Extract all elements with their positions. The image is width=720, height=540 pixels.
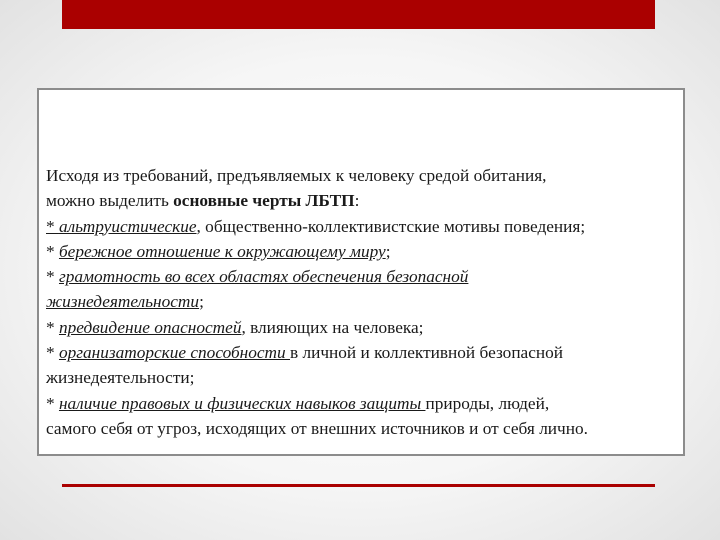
text-line-6	[46, 289, 682, 314]
bullet-star: *	[46, 267, 59, 287]
text-line-2	[46, 188, 682, 213]
bullet-star: *	[46, 343, 59, 363]
text-line-10	[46, 391, 682, 416]
underlined-phrase: предвидение опасностей	[58, 317, 242, 337]
underlined-phrase: грамотность во всех областях обеспечения безопасной	[58, 267, 469, 287]
text-span: можно выделить	[46, 191, 174, 211]
underlined-phrase: бережное отношение к окружающему миру	[58, 241, 386, 261]
text-line-4	[46, 239, 682, 264]
bullet-star: *	[46, 216, 59, 236]
slide-body-text	[46, 163, 682, 441]
text-span: , общественно-коллективистские мотивы поведения;	[196, 216, 586, 236]
text-span: , влияющих на человека;	[241, 317, 424, 337]
text-line-5	[46, 264, 682, 289]
bullet-star: *	[46, 241, 59, 261]
underlined-phrase: альтруистические	[58, 216, 197, 236]
text-span: ;	[385, 241, 391, 261]
text-line-8	[46, 340, 682, 365]
underlined-phrase: организаторские способности	[58, 343, 290, 363]
text-span: жизнедеятельности;	[46, 368, 195, 388]
underlined-phrase: жизнедеятельности	[46, 292, 200, 312]
bold-phrase: основные черты ЛБТП	[173, 191, 355, 211]
bullet-star: *	[46, 393, 59, 413]
text-span: ;	[199, 292, 204, 312]
text-span: :	[354, 191, 360, 211]
underlined-phrase: наличие правовых и физических навыков защиты	[58, 393, 426, 413]
text-line-7	[46, 315, 682, 340]
bullet-star: *	[46, 317, 59, 337]
bottom-accent-line	[62, 484, 655, 487]
text-span: Исходя из требований, предъявляемых к человеку средой обитания,	[46, 166, 547, 185]
text-line-3	[46, 214, 682, 239]
text-frame	[37, 88, 685, 456]
text-span: природы, людей,	[425, 393, 550, 413]
text-span: в личной и коллективной безопасной	[290, 343, 564, 363]
top-accent-bar	[62, 0, 655, 29]
text-line-9	[46, 365, 682, 390]
text-span: самого себя от угроз, исходящих от внешних источников и от себя лично.	[46, 418, 588, 438]
text-line-11	[46, 416, 682, 441]
text-line-1	[46, 163, 682, 188]
